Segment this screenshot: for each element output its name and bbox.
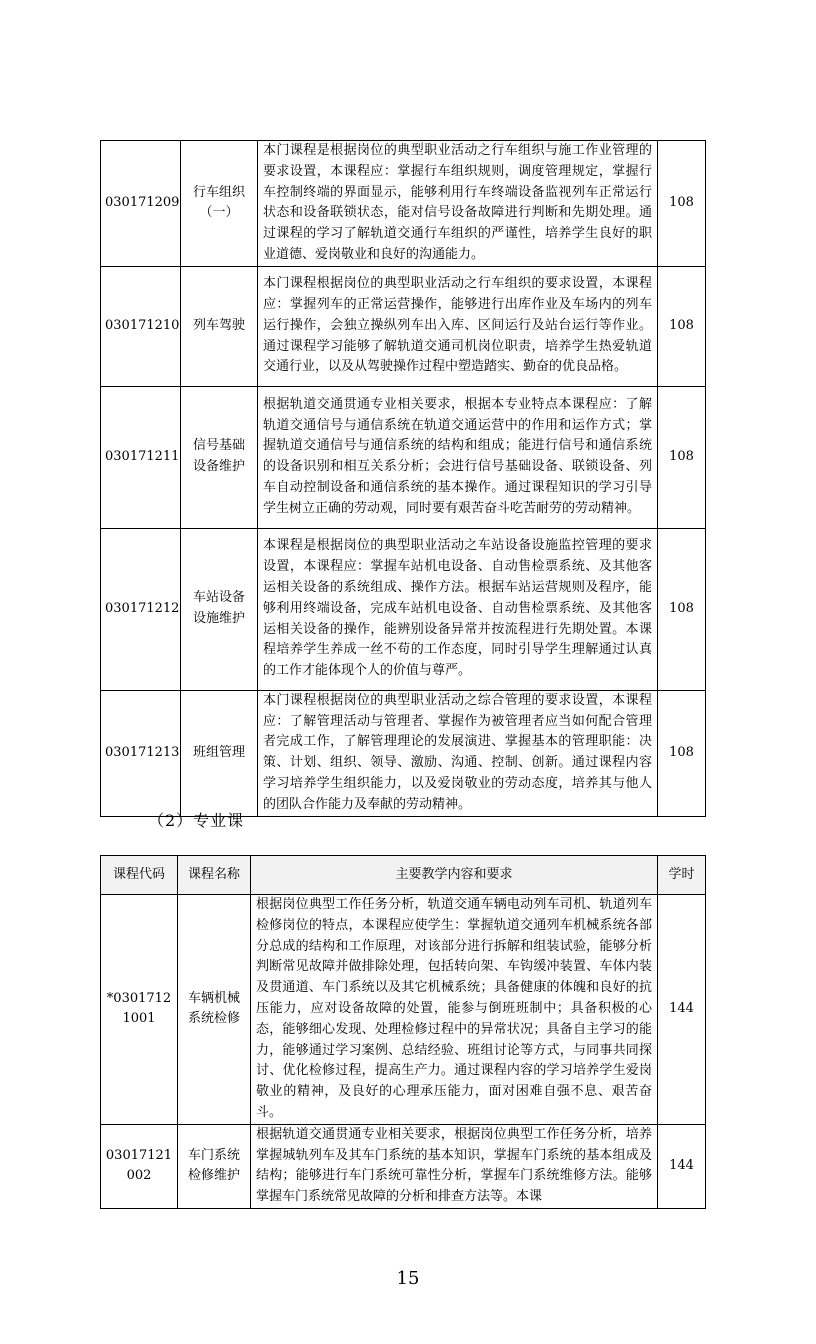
table-row	[101, 266, 706, 386]
course-hours: 144	[658, 1124, 706, 1208]
table-row	[101, 690, 706, 816]
course-code: 03017121002	[101, 1124, 178, 1208]
course-content: 根据轨道交通贯通专业相关要求，根据岗位典型工作任务分析，培养掌握城轨列车及其车门系统的基本知识，掌握车门系统的基本组成及结构；能够进行车门系统可靠性分析，掌握车门系统维修方法。能够掌握车门系统常见故障的分析和排查方法等。本课	[251, 1124, 658, 1208]
table-row	[101, 386, 706, 528]
page-number: 15	[396, 1268, 420, 1289]
course-name: 车站设备设施维护	[181, 528, 258, 690]
column-header: 课程代码	[101, 856, 178, 895]
course-content: 本课程是根据岗位的典型职业活动之车站设备设施监控管理的要求设置，本课程应：掌握车站机电设备、自动售检票系统、及其他客运相关设备的系统组成、操作方法。根据车站运营规则及程序，能够利用终端设备，完成车站机电设备、自动售检票系统、及其他客运相关设备的操作，能辨别设备异常并按流程进行先期处置。本课程培养学生养成一丝不苟的工作态度，同时引导学生理解通过认真的工作才能体现个人的价值与尊严。	[258, 528, 658, 690]
column-header: 学时	[658, 856, 706, 895]
course-code: 030171209	[101, 141, 181, 267]
course-hours: 108	[658, 141, 706, 267]
course-name: 车门系统检修维护	[178, 1124, 251, 1208]
column-header: 主要教学内容和要求	[251, 856, 658, 895]
column-header: 课程名称	[178, 856, 251, 895]
course-name: 列车驾驶	[181, 266, 258, 386]
course-hours: 108	[658, 266, 706, 386]
course-content: 本门课程是根据岗位的典型职业活动之行车组织与施工作业管理的要求设置，本课程应：掌握行车组织规则，调度管理规定，掌握行车控制终端的界面显示，能够利用行车终端设备监视列车正常运行状态和设备联锁状态，能对信号设备故障进行判断和先期处理。通过课程的学习了解轨道交通行车组织的严谨性，培养学生良好的职业道德、爱岗敬业和良好的沟通能力。	[258, 141, 658, 267]
course-content: 根据轨道交通贯通专业相关要求，根据本专业特点本课程应：了解轨道交通信号与通信系统在轨道交通运营中的作用和运作方式；掌握轨道交通信号与通信系统的结构和组成；能进行信号和通信系统的设备识别和相互关系分析；会进行信号基础设备、联锁设备、列车自动控制设备和通信系统的基本操作。通过课程知识的学习引导学生树立正确的劳动观，同时要有艰苦奋斗吃苦耐劳的劳动精神。	[258, 386, 658, 528]
course-code: 030171210	[101, 266, 181, 386]
course-hours: 108	[658, 386, 706, 528]
table-header-row	[101, 856, 706, 895]
professional-course-table	[100, 855, 706, 1209]
course-name: 车辆机械系统检修	[178, 895, 251, 1125]
table-row	[101, 895, 706, 1125]
course-code: 030171211	[101, 386, 181, 528]
table-row	[101, 141, 706, 267]
table-row	[101, 1124, 706, 1208]
course-name: 行车组织（一）	[181, 141, 258, 267]
course-hours: 144	[658, 895, 706, 1125]
course-name: 班组管理	[181, 690, 258, 816]
course-content: 本门课程根据岗位的典型职业活动之综合管理的要求设置，本课程应：了解管理活动与管理者、掌握作为被管理者应当如何配合管理者完成工作，了解管理理论的发展演进、掌握基本的管理职能：决策、计划、组织、领导、激励、沟通、控制、创新。通过课程内容学习培养学生组织能力，以及爱岗敬业的劳动态度，培养其与他人的团队合作能力及奉献的劳动精神。	[258, 690, 658, 816]
course-name: 信号基础设备维护	[181, 386, 258, 528]
course-content: 本门课程根据岗位的典型职业活动之行车组织的要求设置，本课程应：掌握列车的正常运营操作，能够进行出库作业及车场内的列车运行操作，会独立操纵列车出入库、区间运行及站台运行等作业。通过课程学习能够了解轨道交通司机岗位职责，培养学生热爱轨道交通行业，以及从驾驶操作过程中塑造踏实、勤奋的优良品格。	[258, 266, 658, 386]
table-row	[101, 528, 706, 690]
course-table-continued	[100, 140, 706, 817]
course-hours: 108	[658, 690, 706, 816]
course-code: 030171213	[101, 690, 181, 816]
section-title: （2）专业课	[148, 811, 245, 830]
course-content: 根据岗位典型工作任务分析，轨道交通车辆电动列车司机、轨道列车检修岗位的特点，本课程应使学生：掌握轨道交通列车机械系统各部分总成的结构和工作原理，对该部分进行拆解和组装试验，能够分析判断常见故障并做排除处理，包括转向架、车钩缓冲装置、车体内装及贯通道、车门系统以及其它机械系统；具备健康的体魄和良好的抗压能力，应对设备故障的处置，能参与倒班班制中；具备积极的心态，能够细心发现、处理检修过程中的异常状况；具备自主学习的能力，能够通过学习案例、总结经验、班组讨论等方式，与同事共同探讨、优化检修过程，提高生产力。通过课程内容的学习培养学生爱岗敬业的精神，及良好的心理承压能力，面对困难自强不息、艰苦奋斗。	[251, 895, 658, 1125]
course-code: *03017121001	[101, 895, 178, 1125]
course-code: 030171212	[101, 528, 181, 690]
course-hours: 108	[658, 528, 706, 690]
